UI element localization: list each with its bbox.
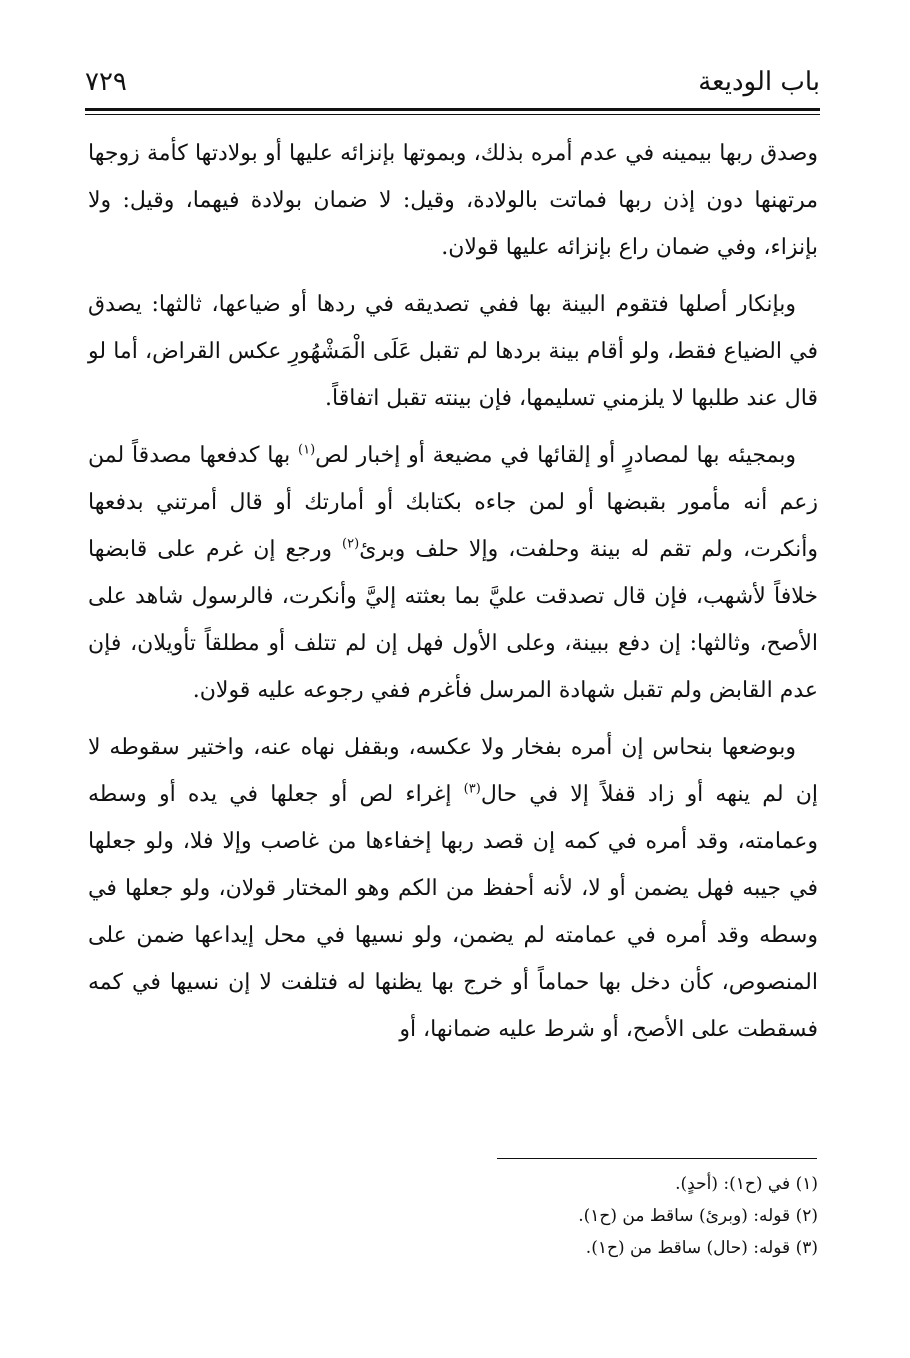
- page-header: [85, 58, 820, 108]
- footnotes: [380, 1168, 818, 1264]
- page-number: ٧٢٩: [85, 67, 127, 97]
- footnote-2: (٢) قوله: (وبرئ) ساقط من (ح١).: [578, 1206, 818, 1226]
- paragraph-3-text-b: بها كدفعها مصدقاً لمن زعم أنه مأمور بقبضها أو لمن جاءه بكتابك أو أمارتك أو قال أمرتني بدفعها وأنكرت، ولم تقم له بينة وحلفت، وإلا حلف وبرئ: [88, 443, 818, 562]
- paragraph-3: [88, 432, 818, 714]
- paragraph-3-text-a: وبمجيئه بها لمصادرٍ أو إلقائها في مضيعة أو إخبار لص: [315, 443, 797, 468]
- footnote-3: (٣) قوله: (حال) ساقط من (ح١).: [585, 1238, 818, 1258]
- footnote-ref-3: (٣): [463, 781, 481, 797]
- header-rule-thin: [85, 114, 820, 115]
- main-text: [88, 130, 818, 1063]
- paragraph-1: وصدق ربها بيمينه في عدم أمره بذلك، وبموتها بإنزائه عليها أو بولادتها كأمة زوجها مرتهنها دون إذن ربها فماتت بالولادة، وقيل: لا ضمان بولادة فيهما، وقيل: ولا بإنزاء، وفي ضمان راع بإنزائه عليها قولان.: [88, 141, 818, 260]
- paragraph-4-text-a: وبوضعها بنحاس إن أمره بفخار ولا عكسه، وبقفل نهاه عنه، واختير سقوطه لا إن لم ينهه أو زاد قفلاً إلا في حال: [88, 735, 818, 807]
- header-rule-thick: [85, 108, 820, 111]
- paragraph-2: وبإنكار أصلها فتقوم البينة بها ففي تصديقه في ردها أو ضياعها، ثالثها: يصدق في الضياع فقط، ولو أقام بينة بردها لم تقبل عَلَى الْمَشْهُورِ عكس القراض، أما لو قال عند طلبها لا يلزمني تسليمها، فإن بينته تقبل اتفاقاً.: [88, 292, 818, 411]
- paragraph-4-text-b: إغراء لص أو جعلها في يده أو وسطه وعمامته، وقد أمره في كمه إن قصد ربها إخفاءها من غاصب وإلا فلا، ولو جعلها في جيبه فهل يضمن أو لا، لأنه أحفظ من الكم وهو المختار قولان، ولو جعلها في وسطه وقد أمره في عمامته لم يضمن، ولو نسيها في محل إيداعها ضمن على المنصوص، كأن دخل بها حماماً أو خرج بها يظنها له فتلفت لا إن نسيها في كمه فسقطت على الأصح، أو شرط عليه ضمانها، أو: [88, 782, 818, 1042]
- footnote-ref-2: (٢): [342, 536, 360, 552]
- paragraph-3-text-c: ورجع إن غرم على قابضها خلافاً لأشهب، فإن قال تصدقت عليَّ بما بعثته إليَّ وأنكرت، فالرسول شاهد على الأصح، وثالثها: إن دفع ببينة، وعلى الأول فهل إن لم تتلف أو مطلقاً تأويلان، فإن عدم القابض ولم تقبل شهادة المرسل فأغرم ففي رجوعه عليه قولان.: [88, 537, 818, 703]
- footnote-1: (١) في (ح١): (أحدٍ).: [675, 1174, 818, 1194]
- paragraph-4: [88, 724, 818, 1053]
- footnote-ref-1: (١): [298, 442, 316, 458]
- footnote-separator: [497, 1158, 817, 1159]
- chapter-title: باب الوديعة: [698, 67, 820, 97]
